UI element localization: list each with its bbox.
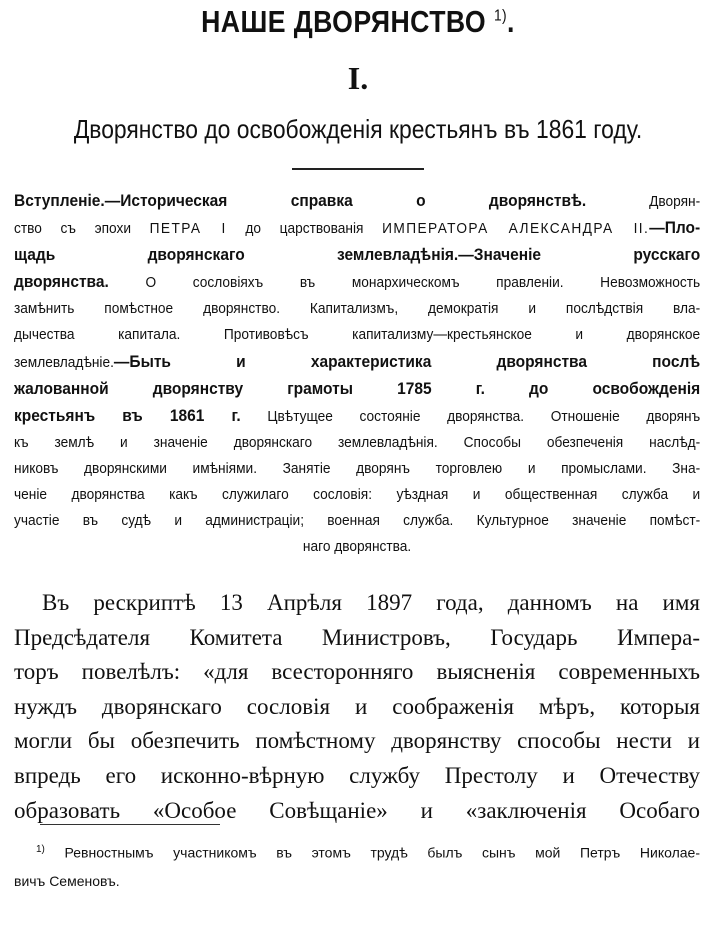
body-line	[14, 690, 700, 725]
title-period: .	[507, 4, 515, 39]
body-line	[14, 621, 700, 656]
summary-segment: до царствованія	[226, 221, 383, 238]
summary-segment: замѣнить помѣстное дворянство. Капитализмъ, демократія и послѣдствія вла-	[14, 301, 701, 318]
summary-segment: Цвѣтущее состояніе дворянства. Отношеніе дворянъ	[240, 408, 701, 425]
footnote-divider	[40, 824, 220, 825]
chapter-summary	[14, 188, 700, 560]
body-line-text: впредь его исконно-вѣрную службу Престолу и Отечеству	[14, 762, 700, 788]
summary-line	[14, 430, 700, 456]
summary-line	[14, 188, 700, 215]
summary-segment: щадь дворянскаго землевладѣнія.—Значеніе русскаго	[14, 246, 701, 265]
summary-line	[14, 482, 700, 508]
summary-line	[14, 349, 700, 376]
body-line-text: могли бы обезпечить помѣстному дворянству способы нести и	[14, 728, 700, 754]
footnote-line-1: Ревностнымъ участникомъ въ этомъ трудѣ былъ сынъ мой Петръ Николае-	[64, 844, 700, 861]
summary-segment: жалованной дворянству грамоты 1785 г. до освобожденія	[14, 379, 701, 398]
footnote	[14, 836, 700, 895]
summary-line	[14, 269, 700, 296]
summary-segment: никовъ дворянскими имѣніями. Занятіе дворянъ торговлею и промыслами. Зна-	[14, 460, 701, 477]
summary-segment: дычества капитала. Противовѣсъ капитализму—крестьянское и дворянское	[14, 327, 701, 344]
summary-segment: крестьянъ въ 1861 г.	[14, 406, 241, 425]
title-footnote-marker: 1)	[493, 7, 508, 25]
part-numeral: I.	[347, 60, 369, 96]
summary-segment: дворянства.	[14, 273, 109, 292]
summary-segment: участіе въ судѣ и администраціи; военная служба. Культурное значеніе помѣст-	[14, 513, 701, 530]
body-line-text: образовать «Особое Совѣщаніе» и «заключенія Особаго	[14, 797, 700, 823]
body-line	[14, 655, 700, 690]
body-line	[14, 586, 700, 621]
body-paragraph	[14, 586, 700, 828]
body-line	[14, 759, 700, 794]
summary-line	[14, 508, 700, 534]
page-title	[50, 4, 666, 40]
summary-segment: наго дворянства.	[302, 539, 412, 556]
summary-segment: О сословіяхъ въ монархическомъ правленіи. Невозможность	[108, 275, 701, 292]
body-line-text: нуждъ дворянскаго сословія и соображенія мѣръ, которыя	[14, 693, 700, 719]
summary-line	[14, 296, 700, 322]
summary-segment: Дворян-	[586, 194, 701, 210]
footnote-line-2: вичъ Семеновъ.	[14, 872, 120, 889]
summary-line	[14, 376, 700, 403]
body-line-text: торъ повелѣлъ: «для всесторонняго выясненія современныхъ	[14, 659, 700, 685]
chapter-title: Дворянство до освобожденія крестьянъ въ 1861 году.	[73, 114, 643, 144]
summary-segment: Вступленіе.—Историческая справка о дворянствѣ.	[14, 192, 587, 210]
summary-segment: къ землѣ и значеніе дворянскаго землевладѣнія. Способы обезпеченія наслѣд-	[14, 434, 701, 451]
summary-line	[14, 456, 700, 482]
body-line	[14, 724, 700, 759]
body-line-text: Въ рескриптѣ 13 Апрѣля 1897 года, данномъ на имя	[42, 590, 700, 615]
summary-line	[14, 215, 700, 242]
summary-segment: ИМПЕРАТОРА АЛЕКСАНДРА II.	[382, 221, 650, 238]
title-text: НАШЕ ДВОРЯНСТВО	[201, 4, 487, 39]
summary-segment: ченіе дворянства какъ служилаго сословія: уѣздная и общественная служба и	[14, 487, 701, 504]
summary-segment: землевладѣніе.	[14, 354, 114, 371]
summary-line	[14, 534, 700, 560]
summary-segment: —Пло-	[649, 219, 701, 238]
body-line	[14, 794, 700, 829]
summary-segment: ство съ эпохи	[14, 221, 150, 238]
summary-line	[14, 322, 700, 348]
section-divider	[292, 168, 424, 170]
summary-segment: ПЕТРА I	[149, 221, 227, 238]
summary-line	[14, 242, 700, 269]
body-line-text: Предсѣдателя Комитета Министровъ, Государь Импера-	[14, 624, 700, 650]
summary-line	[14, 403, 700, 430]
summary-segment: —Быть и характеристика дворянства послѣ	[113, 352, 701, 371]
footnote-marker: 1)	[36, 844, 45, 855]
